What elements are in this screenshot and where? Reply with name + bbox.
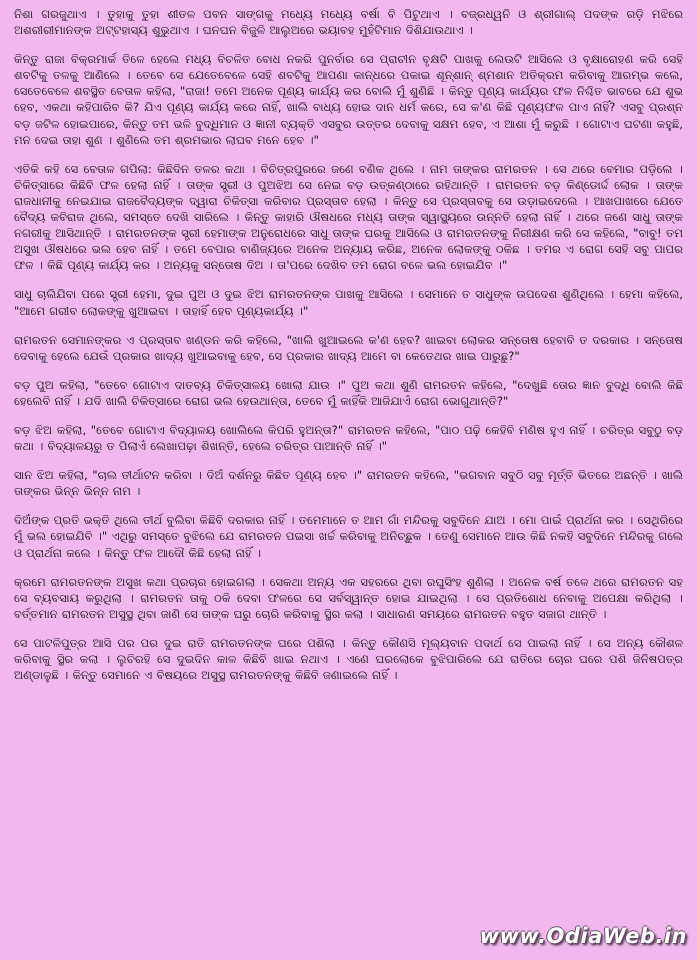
paragraph-7: ବଡ଼ ଝିଅ କହିଲା, "ତେବେ ଗୋଟାଏ ବିଦ୍ୟାଳୟ ଖୋଲିଲେ କିପରି ହୁଅନ୍ତା?" ରାମରତନ କହିଲେ, "ପାଠ ପଢ଼ି କେହିବି ମଣିଷ ହୁଏ ନାହିଁ । ଚରିତ୍ର ସବୁଠୁ ବଡ଼ କଥା । ବିଦ୍ୟାଳୟରୁ ତ ପିଲାଏଁ ଲେଖାପଢ଼ା ଶିଖନ୍ତି, ହେଲେ ଚରିତ୍ର ପାଆନ୍ତି ନାହିଁ ।" <box>14 422 683 454</box>
paragraph-8: ସାନ ଝିଅ କହିଲା, "ଚାଲ ତୀର୍ଥାଟନ କରିବା । ଦିଅଁ ଦର୍ଶନରୁ କିଛିତ ପୂଣ୍ୟ ହେବ ।" ରାମରତନ କହିଲେ, "ଭଗବାନ ସବୁଠି ସବୁ ମୂର୍ତ୍ତି ଭିତରେ ଅଛନ୍ତି । ଖାଲି ତାଙ୍କର ଭିନ୍ନ ଭିନ୍ନ ନାମ । <box>14 468 683 499</box>
paragraph-4: ସାଧୁ ଚାଲିଯିବା ପରେ ସ୍ତ୍ରୀ ହେମା, ଦୁଇ ପୁଅ ଓ ଦୁଇ ଝିଅ ରାମରତନଙ୍କ ପାଖକୁ ଆସିଲେ । ସେମାନେ ତ ସାଧୁଙ୍କ ଉପଦେଶ ଶୁଣିଥିଲେ । ହେମା କହିଲେ, "ଆମେ ଗରୀବ ଲୋକଙ୍କୁ ଖୁଆଇବା । ତାହାହିଁ ହେବ ପୂଣ୍ୟକାର୍ଯ୍ୟ ।" <box>14 287 683 318</box>
paragraph-9: ଦିଅଁଙ୍କ ପ୍ରତି ଭକ୍ତି ଥିଲେ ତୀର୍ଥ ବୁଲିବା କିଛିବି ଦରକାର ନାହିଁ । ତମେମାନେ ତ ଆମ ଗାଁ ମନ୍ଦିରକୁ ସବୁଦିନେ ଯାଅ । ମୋ ପାଇଁ ପ୍ରାର୍ଥନା କର । ସେଥିରିରେ ମୁଁ ଭଲ ହୋଇଯିବି ।" ଏଥିରୁ ସମସ୍ତେ ବୁଝିଲେ ଯେ ରାମରତନ ପଇସା ଖର୍ଚ୍ଚ କରିବାକୁ ଅନିଚ୍ଛୁକ । ତେଣୁ ସେମାନେ ଆଉ କିଛି ନକହି ସବୁଦିନେ ମନ୍ଦିରକୁ ଗଲେ ଓ ପ୍ରାର୍ଥନା କଲେ । କିନ୍ତୁ ଫଳ ଆଦୌ କିଛି ହେଲା ନାହିଁ । <box>14 513 683 560</box>
paragraph-1: ନିଶା ଗରଜୁଥାଏ । ତୁହାକୁ ତୁହା ଶୀତଳ ପବନ ସାଙ୍ଗକୁ ମଧ୍ୟେ ମଧ୍ୟେ ବର୍ଷା ବି ପିଟୁଥାଏ । ବଜ୍ରଧ୍ୱନି ଓ ଶ୍ରୀଗାଲ୍ ପଦଙ୍କ ରଡ଼ି ମଝିରେ ଅଶରୀରୀମାନଙ୍କ ଅଟ୍ଟହାସ୍ୟ ଶୁଭୁଥାଏ । ଘନଘନ ବିଜୁଳି ଆଲୁଅରେ ଭୟାବହ ମୁହଁଟିମାନ ଦିଶିଯାଉଥାଏ । <box>14 7 683 38</box>
paragraph-11: ସେ ପାଟଳିପୁତ୍ର ଆସି ପର ପର ଦୁଇ ରାତି ରାମରତନଙ୍କ ଘରେ ପଶିଲା । କିନ୍ତୁ କୌଣସି ମୂଲ୍ୟବାନ ପଦାର୍ଥ ସେ ପାଇଲା ନାହିଁ । ସେ ଅନ୍ୟ କୌଶଳ କରିବାକୁ ସ୍ଥିର କଲା । ଲୁଚିରହି ସେ ଦୁଇଦିନ କାଳ କିଛିବି ଖାଇ ନଥାଏ । ଏଣେ ଘରଲୋକେ ବୁଝିପାରିଲେ ଯେ ରାତିରେ ଚୋର ଘରେ ପଶି ଜିନିଷପତ୍ର ଅଣ୍ଡାଳୁଛି । କିନ୍ତୁ ସେମାନେ ଏ ବିଷୟରେ ଅସୁସ୍ଥ ରାମରତନଙ୍କୁ କିଛିବି ଜଣାଇଲେ ନାହିଁ । <box>14 635 683 683</box>
paragraph-3: ଏତିକି କହି ସେ ବେତାଳ ଗପିଲା: କିଛିଦିନ ତଳର କଥା । ବିଚିତ୍ରପୁରରେ ଜଣେ ବଣିକ ଥିଲେ । ନାମ ତାଙ୍କର ରାମରତନ । ସେ ଥରେ ବେମାର ପଡ଼ିଲେ । ଚିକିତ୍ସାରେ କିଛିବି ଫଳ ହେଲା ନାହିଁ । ତାଙ୍କ ସ୍ତ୍ରୀ ଓ ପୁଅଝିଅ ସେ ନେଇ ବଡ଼ ଉତ୍କଣ୍ଠାରେ ରହିଥାନ୍ତି । ରାମରତନ ବଡ଼ କିଣ୍ଡୋର୍ଦ୍ଦ ଲୋକ । ତାଙ୍କ ରାଜଧାନୀକୁ ନେଇଯାଇ ରାଜବୈଦ୍ୟଙ୍କ ଦ୍ୱାରା ଚିକିତ୍ସା କରିବାର ପ୍ରସ୍ତାବ ହେଲା । କିନ୍ତୁ ସେ ପ୍ରସ୍ତାବକୁ ସେ ଉଡ଼ାଇଦେଲେ । ଆଖପାଖରେ ଯେତେ ବୈଦ୍ୟ କବିରାଜ ଥିଲେ, ସମସ୍ତେ ଦେଖି ସାରିଲେ । କିନ୍ତୁ କାହାରି ଔଷଧରେ ମଧ୍ୟ ତାଙ୍କ ସ୍ୱାସ୍ଥ୍ୟରେ ଉନ୍ନତି ହେଲା ନାହିଁ । ଥରେ ଜଣେ ସାଧୁ ତାଙ୍କ ନଗରୀକୁ ଆସିଥାନ୍ତି । ରାମରତନଙ୍କ ସ୍ତ୍ରୀ ହେମାଙ୍କ ଅନୁରୋଧରେ ସାଧୁ ତାଙ୍କ ଘରକୁ ଆସିଲେ ଓ ରାମରତନଙ୍କୁ ନିରୀକ୍ଷଣ କରି ସେ କହିଲେ, "ବାବୁ! ତମ ଅସୁଖ ଔଷଧରେ ଭଲ ହେବ ନାହିଁ । ତମେ ବେପାର ବାଣିଜ୍ୟରେ ଅନେକ ଅନ୍ୟାୟ କରିଛ, ଅନେକ ଲୋକଙ୍କୁ ଠକିଛ । ତମର ଏ ରୋଗ ସେହି ସବୁ ପାପର ଫଳ । କିଛି ପୂଣ୍ୟ କାର୍ଯ୍ୟ କର । ଅନ୍ୟକୁ ସନ୍ତୋଷ ଦିଅ । ତା'ପରେ ଦେଖିବ ତମ ରୋଗ ବଳେ ଭଲ ହୋଇଯିବ ।" <box>14 161 683 273</box>
paragraph-5: ରାମରତନ ସେମାନଙ୍କର ଏ ପ୍ରସ୍ତାବ ଖଣ୍ଡନ କରି କହିଲେ, "ଖାଲି ଖୁଆଇଲେ କ'ଣ ହେବ? ଖାଇବା ଲୋକର ସନ୍ତୋଷ ହେବାବି ତ ଦରକାର । ସନ୍ତୋଷ ଦେବାକୁ ହେଲେ ଯେଉଁ ପ୍ରକାର ଖାଦ୍ୟ ଖୁଆଇବାକୁ ହେବ, ସେ ପ୍ରକାର ଖାଦ୍ୟ ଆମେ ବା କେତେଥର ଖାଇ ପାରୁଛୁ?" <box>14 332 683 363</box>
paragraph-6: ବଡ଼ ପୁଅ କହିଲା, "ତେବେ ଗୋଟାଏ ଦାତବ୍ୟ ଚିକିତ୍ସାଳୟ ଖୋଲା ଯାଉ ।" ପୁଅ କଥା ଶୁଣି ରାମରତନ କହିଲେ, "ଦେଖୁଛି ତୋର ଜ୍ଞାନ ବୁଦ୍ଧି ବୋଲି କିଛି ହେଲେବି ନାହିଁ । ଯଦି ଖାଲି ଚିକିତ୍ସାରେ ରୋଗ ଭଲ ହେଉଥାନ୍ତା, ତେବେ ମୁଁ କାହିଁକି ଆଜିଯାଏଁ ରୋଗ ଭୋଗୁଥାନ୍ତି?" <box>14 377 683 408</box>
paragraph-10: କ୍ରମେ ରାମରତନଙ୍କ ଅସୁଖ କଥା ପ୍ରଚାର ହୋଇଗଲା । ସେକଥା ଅନ୍ୟ ଏକ ସହରରେ ଥିବା ରଘୁସିଂହ ଶୁଣିଲା । ଅନେକ ବର୍ଷ ତଳେ ଥରେ ରାମରତନ ସହ ସେ ବ୍ୟବସାୟ କରୁଥିଲା । ରାମରତନ ତାକୁ ଠକି ଦେବା ଫଳରେ ସେ ସର୍ବସ୍ୱାନ୍ତ ହୋଇ ଯାଇଥିଲା । ସେ ପ୍ରତିଶୋଧ ନେବାକୁ ଅପେକ୍ଷା କରିଥିଲା । ବର୍ତ୍ତମାନ ରାମରତନ ଅସୁସ୍ଥ ଥିବା ଜାଣି ସେ ତାଙ୍କ ଘରୁ ଚୋରି କରିବାକୁ ସ୍ଥିର କଲା । ସାଧାରଣ ସମୟରେ ରାମରତନ ବହୁତ ସଜାଗ ଥାନ୍ତି । <box>14 574 683 621</box>
site-watermark: www.OdiaWeb.in <box>479 924 687 948</box>
paragraph-2: କିନ୍ତୁ ରାଜା ବିକ୍ରମାର୍କ ତିଳେ ହେଲେ ମଧ୍ୟ ବିଚଳିତ ବୋଧ ନକରି ପୁନର୍ବାର ସେ ପ୍ରାଚୀନ ବୃକ୍ଷଟି ପାଖକୁ ଲେଉଟି ଆସିଲେ ଓ ବୃକ୍ଷାରୋହଣ କରି ସେହି ଶବଟିକୁ ତଳକୁ ଆଣିଲେ । ତେବେ ସେ ଯେତେବେଳେ ସେହି ଶବଟିକୁ ଆପଣା କାନ୍ଧରେ ପକାଇ ଶୂନ୍ଶାନ୍ ଶ୍ମଶାନ ଅତିକ୍ରମ କରିବାକୁ ଆରମ୍ଭ କଲେ, ସେତେବେଳେ ଶବସ୍ଥିତ ବେତାଳ କହିଲା, "ରାଜା! ତମେ ଅନେକ ପୂଣ୍ୟ କାର୍ଯ୍ୟ କର ବୋଲି ମୁଁ ଶୁଣିଛି । କିନ୍ତୁ ପୂଣ୍ୟ କାର୍ଯ୍ୟର ଫଳ ନିଶ୍ଚିତ ଭାବରେ ଯେ ଶୁଭ ହେବ, ଏକଥା କହିପାରିବ କି? ଯିଏ ପୂଣ୍ୟ କାର୍ଯ୍ୟ କରେ ନାହିଁ, ଖାଲି ବାଧ୍ୟ ହୋଇ ଦାନ ଧର୍ମ କରେ, ସେ କ'ଣ କିଛି ପୂଣ୍ୟଫଳ ପାଏ ନାହିଁ? ଏସବୁ ପ୍ରଶ୍ନ ବଡ଼ ଜଟିଳ ହୋଇପାରେ, କିନ୍ତୁ ତମ ଭଳି ବୁଦ୍ଧିମାନ ଓ ଜ୍ଞାନୀ ବ୍ୟକ୍ତି ଏସବୁର ଉତ୍ତର ଦେବାକୁ ସକ୍ଷମ ହେବ, ଏ ଆଶା ମୁଁ କରୁଛି । ଗୋଟାଏ ଘଟଣା କହୁଛି, ମନ ଦେଇ ତାହା ଶୁଣ । ଶୁଣିଲେ ତମ ଶ୍ରମଭାର ଲାଘବ ମନେ ହେବ ।" <box>14 52 683 147</box>
